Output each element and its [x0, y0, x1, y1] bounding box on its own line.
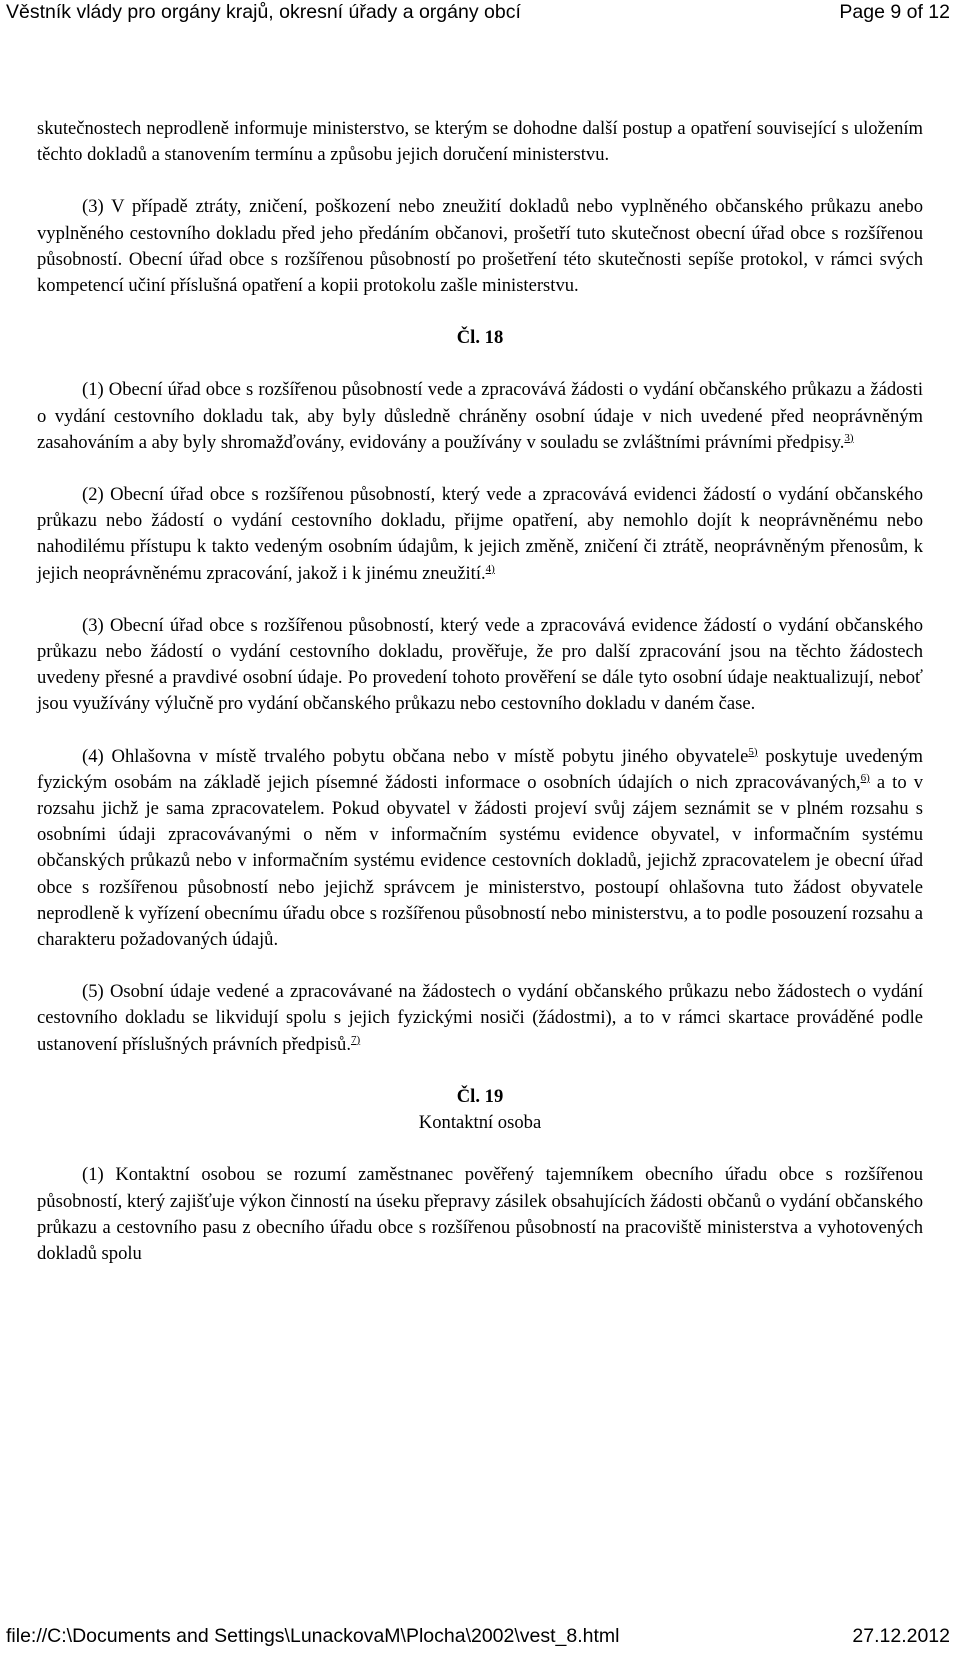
print-date: 27.12.2012 [852, 1625, 950, 1647]
paragraph-18-1-text: (1) Obecní úřad obce s rozšířenou působností vede a zpracovává žádosti o vydání občanského průkazu a žádosti o vydání cestovního dokladu tak, aby byly důsledně chráněny osobní údaje v nich uvedené před neoprávněným zasahováním a aby byly shromažďovány, evidovány a používány v souladu se zvláštními právními předpisy. [37, 379, 923, 453]
paragraph-continuation: skutečnostech neprodleně informuje ministerstvo, se kterým se dohodne další postup a opatření související s uložením těchto dokladů a stanovením termínu a způsobu jejich doručení ministerstvu. [37, 118, 923, 166]
document-title: Věstník vlády pro orgány krajů, okresní úřady a orgány obcí [6, 1, 521, 23]
footnote-ref-5[interactable]: 5) [748, 745, 758, 758]
paragraph-17-3: (3) V případě ztráty, zničení, poškození nebo zneužití dokladů nebo vyplněného občanského průkazu anebo vyplněného cestovního dokladu před jeho předáním občanovi, prošetří tuto skutečnost obecní úřad obce s rozšířenou působností. Obecní úřad obce s rozšířenou působností po prošetření této skutečnosti sepíše protokol, v rámci svých kompetencí učiní příslušná opatření a kopii protokolu zašle ministerstvu. [37, 196, 923, 297]
paragraph-19-1: (1) Kontaktní osobou se rozumí zaměstnanec pověřený tajemníkem obecního úřadu obce s rozšířenou působností, který zajišťuje výkon činností na úseku přepravy zásilek obsahujících žádosti občanů o vydání občanského průkazu a cestovního pasu z obecního úřadu obce s rozšířenou působností na pracoviště ministerstva a vyhotovených dokladů spolu [37, 1164, 923, 1264]
paragraph-18-4-text-c: a to v rozsahu jichž je sama zpracovatelem. Pokud obyvatel v žádosti projeví svůj zájem seznámit se v plném rozsahu s osobními údaji zpracovávanými o něm v informačním systému evidence obyvatel, v informačním systému občanských průkazů nebo v informačním systému evidence cestovních dokladů, jejichž zpracovatelem je obecní úřad obce s rozšířenou působností nebo jejichž správcem je ministerstvo, postoupí ohlašovna tuto žádost obyvatele neprodleně k vyřízení obecnímu úřadu obce s rozšířenou působností nebo ministerstvu, a to podle posouzení rozsahu a charakteru požadovaných údajů. [37, 771, 923, 951]
footnote-ref-4[interactable]: 4) [485, 562, 495, 575]
paragraph-18-4 [37, 744, 923, 954]
paragraph-18-2 [37, 482, 923, 587]
footnote-ref-7[interactable]: 7) [350, 1033, 361, 1046]
page-header [0, 0, 960, 24]
paragraph-18-4-text-b: poskytuje uvedeným fyzickým osobám na základě jejich písemné žádosti informace o osobních údajích o nich zpracovávaných, [37, 745, 923, 793]
article-19-title: Kontaktní osoba [418, 1112, 542, 1134]
footnote-ref-6[interactable]: 6) [860, 771, 870, 784]
paragraph-18-5 [37, 979, 923, 1058]
footnote-ref-3[interactable]: 3) [844, 431, 854, 444]
article-19-heading: Čl. 19 [456, 1085, 504, 1107]
document-body [37, 116, 923, 1267]
paragraph-18-4-text-a: (4) Ohlašovna v místě trvalého pobytu občana nebo v místě pobytu jiného obyvatele [82, 745, 749, 767]
page-number: Page 9 of 12 [839, 1, 950, 23]
page-footer [0, 1624, 960, 1648]
paragraph-18-1 [37, 377, 923, 456]
file-path: file://C:\Documents and Settings\LunackovaM\Plocha\2002\vest_8.html [6, 1625, 620, 1647]
article-18-heading: Čl. 18 [456, 327, 504, 349]
paragraph-18-2-text: (2) Obecní úřad obce s rozšířenou působností, který vede a zpracovává evidenci žádostí o vydání občanského průkazu nebo žádostí o vydání cestovního dokladu, přijme opatření, aby nemohlo dojít k neoprávněnému nebo nahodilému přístupu k takto vedeným osobním údajům, k jejich změně, zničení či ztrátě, neoprávněným přenosům, k jejich neoprávněnému zpracování, jakož i k jinému zneužití. [37, 484, 923, 584]
paragraph-18-5-text: (5) Osobní údaje vedené a zpracovávané na žádostech o vydání občanského průkazu nebo žádostech o vydání cestovního dokladu se likvidují spolu s jejich fyzickými nosiči (žádostmi), a to v rámci skartace prováděné podle ustanovení příslušných právních předpisů. [37, 981, 923, 1055]
paragraph-18-3: (3) Obecní úřad obce s rozšířenou působností, který vede a zpracovává evidence žádostí o vydání občanského průkazu nebo žádostí o vydání cestovního dokladu, prověřuje, že pro další zpracování jsou na těchto žádostech uvedeny přesné a pravdivé osobní údaje. Po provedení tohoto prověření se dále tyto osobní údaje neaktualizují, neboť jsou využívány výlučně pro vydání občanského průkazu nebo cestovního dokladu v daném čase. [37, 614, 923, 715]
